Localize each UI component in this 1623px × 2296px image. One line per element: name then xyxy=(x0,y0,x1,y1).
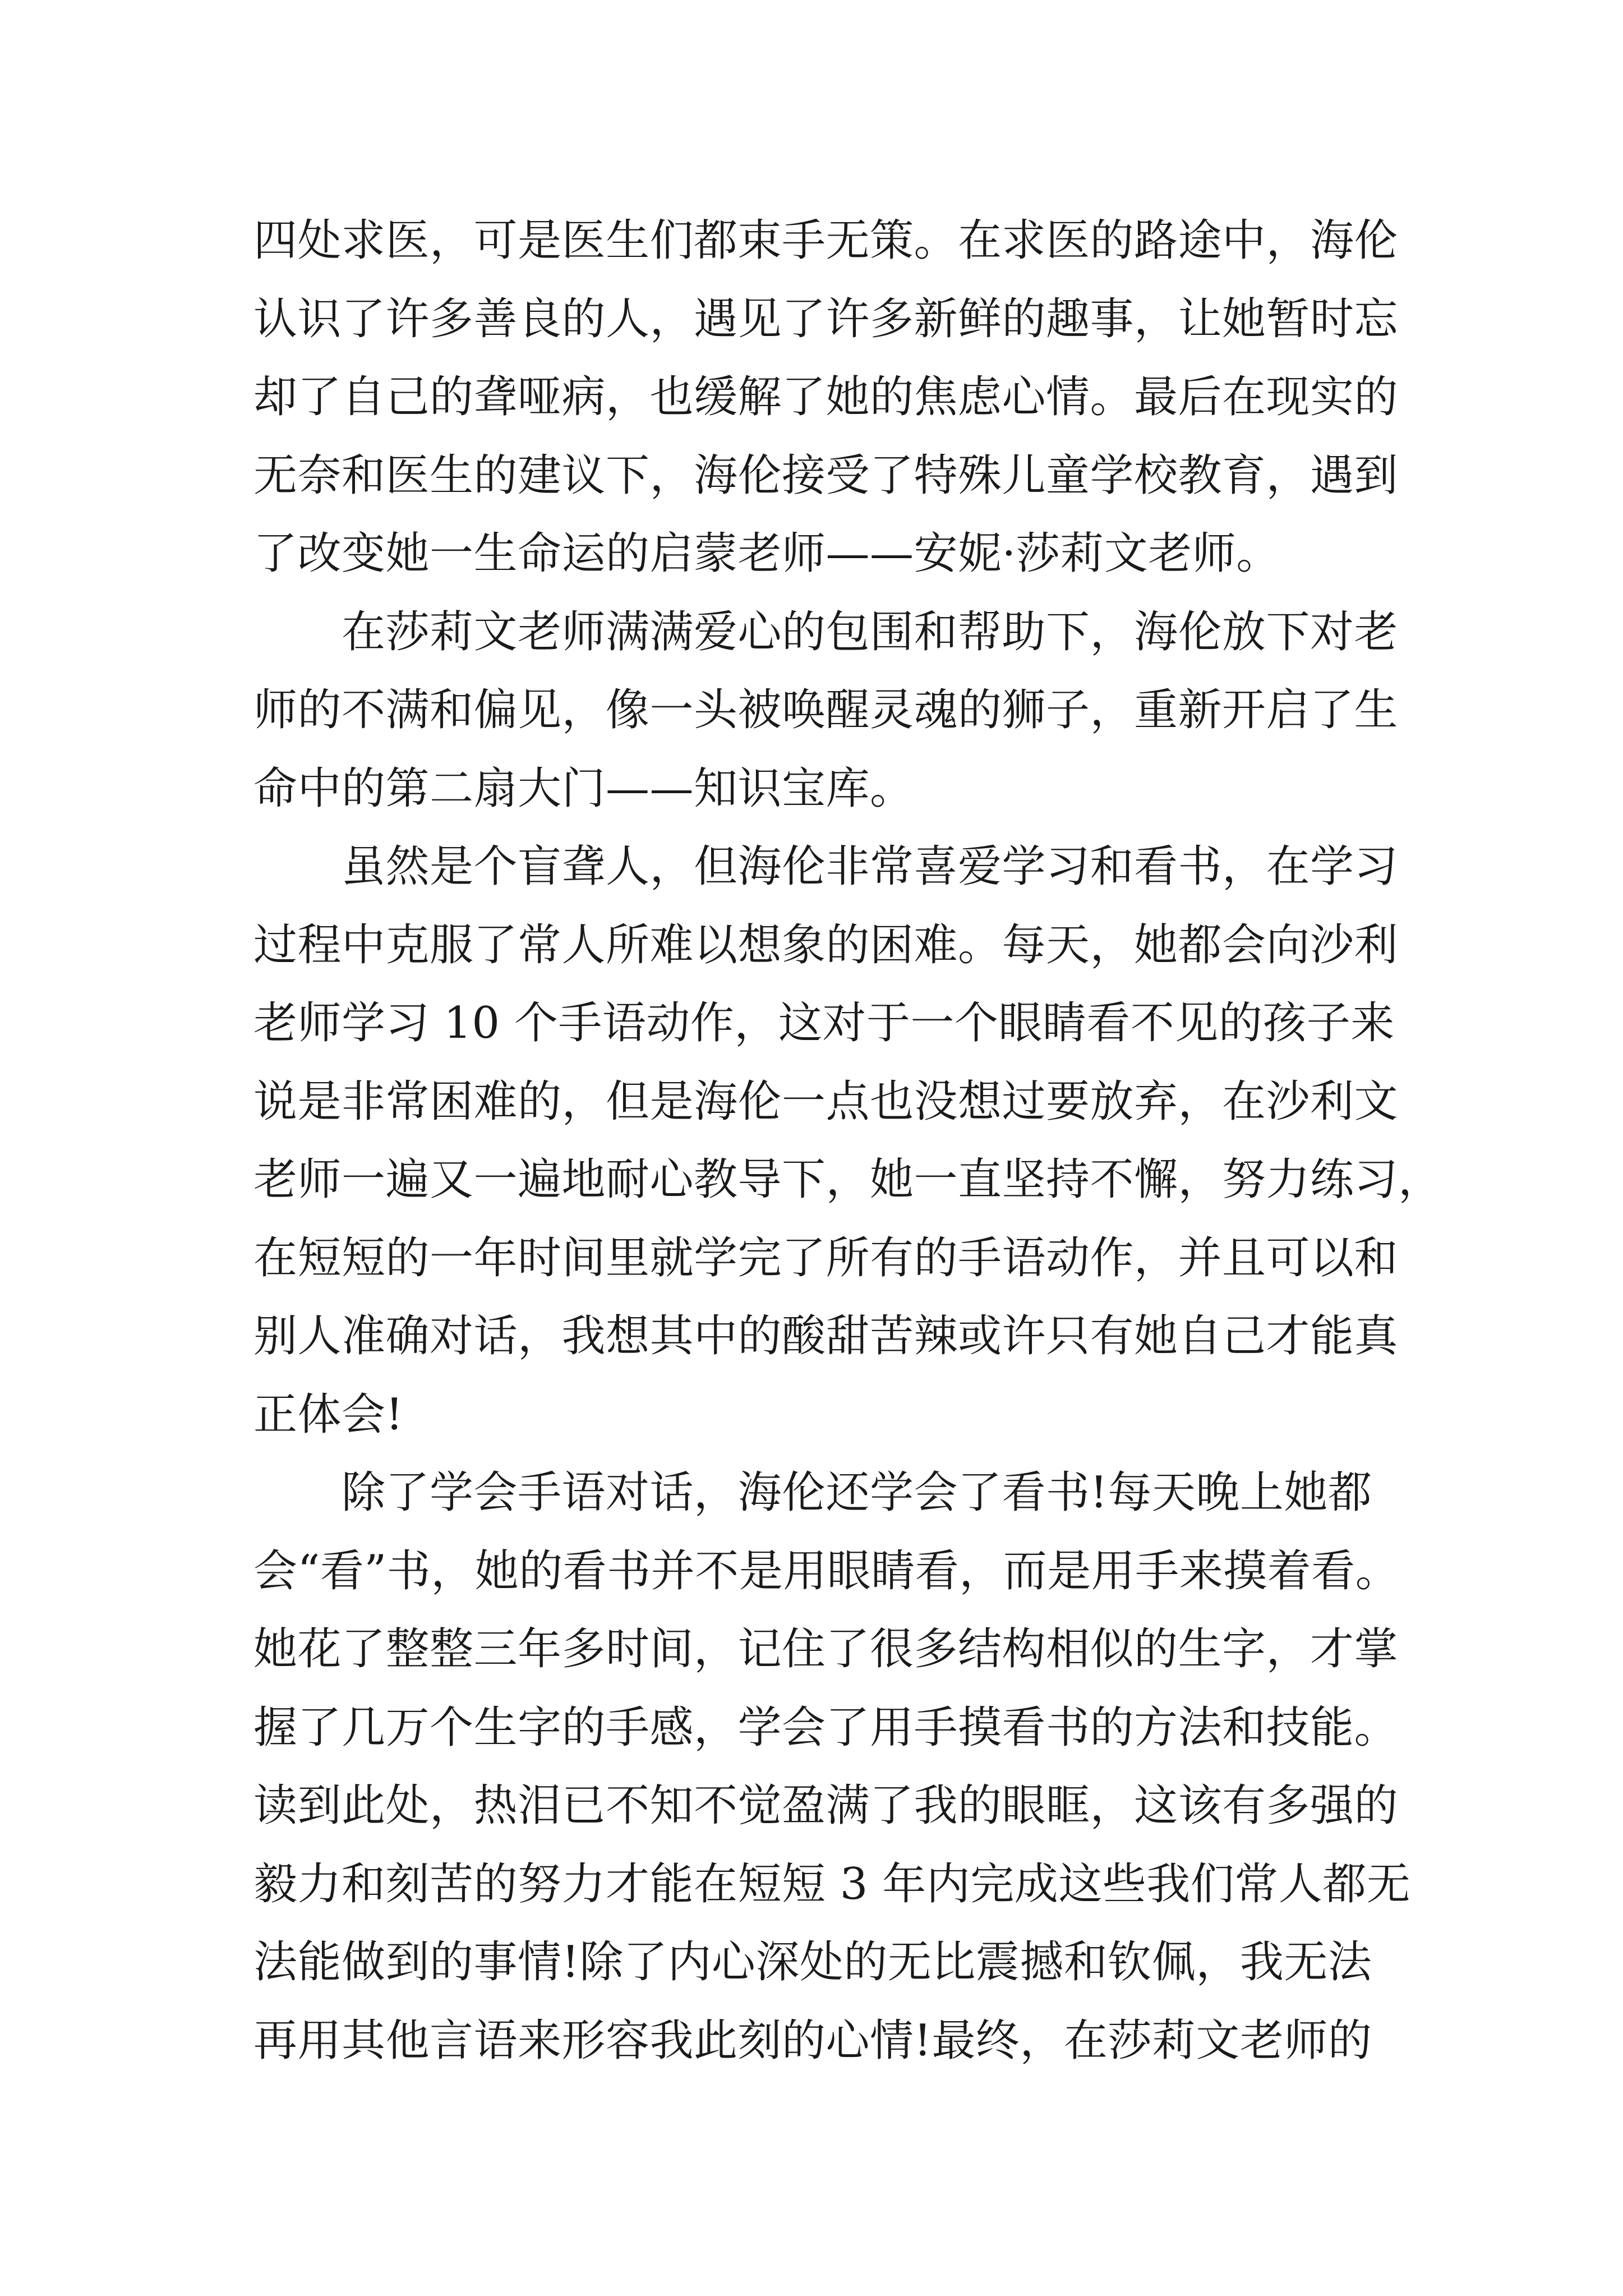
text-line: 虽然是个盲聋人，但海伦非常喜爱学习和看书，在学习 xyxy=(253,841,1399,892)
text-line: 毅力和刻苦的努力才能在短短 3 年内完成这些我们常人都无 xyxy=(253,1858,1411,1910)
text-line: 过程中克服了常人所难以想象的困难。每天，她都会向沙利 xyxy=(253,919,1399,970)
text-line: 正体会! xyxy=(253,1389,404,1440)
text-line: 会“看”书，她的看书并不是用眼睛看，而是用手来摸着看。 xyxy=(253,1545,1400,1596)
text-line: 握了几万个生字的手感，学会了用手摸看书的方法和技能。 xyxy=(253,1702,1399,1753)
text-line: 了改变她一生命运的启蒙老师——安妮·莎莉文老师。 xyxy=(253,528,1280,579)
text-line: 师的不满和偏见，像一头被唤醒灵魂的狮子，重新开启了生 xyxy=(253,685,1399,735)
text-line: 读到此处，热泪已不知不觉盈满了我的眼眶，这该有多强的 xyxy=(253,1780,1399,1831)
text-line: 老师学习 10 个手语动作，这对于一个眼睛看不见的孩子来 xyxy=(253,998,1395,1048)
text-line: 命中的第二扇大门——知识宝库。 xyxy=(253,763,914,814)
text-line: 她花了整整三年多时间，记住了很多结构相似的生字，才掌 xyxy=(253,1624,1399,1674)
text-line: 在短短的一年时间里就学完了所有的手语动作，并且可以和 xyxy=(253,1232,1399,1283)
text-line: 在莎莉文老师满满爱心的包围和帮助下，海伦放下对老 xyxy=(253,606,1399,657)
text-line: 老师一遍又一遍地耐心教导下，她一直坚持不懈，努力练习， xyxy=(253,1154,1442,1205)
text-line: 再用其他言语来形容我此刻的心情!最终，在莎莉文老师的 xyxy=(253,2015,1372,2066)
text-line: 法能做到的事情!除了内心深处的无比震撼和钦佩，我无法 xyxy=(253,1937,1372,1987)
text-line: 别人准确对话，我想其中的酸甜苦辣或许只有她自己才能真 xyxy=(253,1311,1399,1361)
text-line: 无奈和医生的建议下，海伦接受了特殊儿童学校教育，遇到 xyxy=(253,450,1399,501)
text-line: 却了自己的聋哑病，也缓解了她的焦虑心情。最后在现实的 xyxy=(253,372,1399,422)
text-line: 认识了许多善良的人，遇见了许多新鲜的趣事，让她暂时忘 xyxy=(253,293,1399,344)
text-line: 除了学会手语对话，海伦还学会了看书!每天晚上她都 xyxy=(253,1467,1372,1518)
text-line: 四处求医，可是医生们都束手无策。在求医的路途中，海伦 xyxy=(253,215,1399,266)
text-line: 说是非常困难的，但是海伦一点也没想过要放弃，在沙利文 xyxy=(253,1076,1399,1127)
body-text xyxy=(253,202,1442,2080)
